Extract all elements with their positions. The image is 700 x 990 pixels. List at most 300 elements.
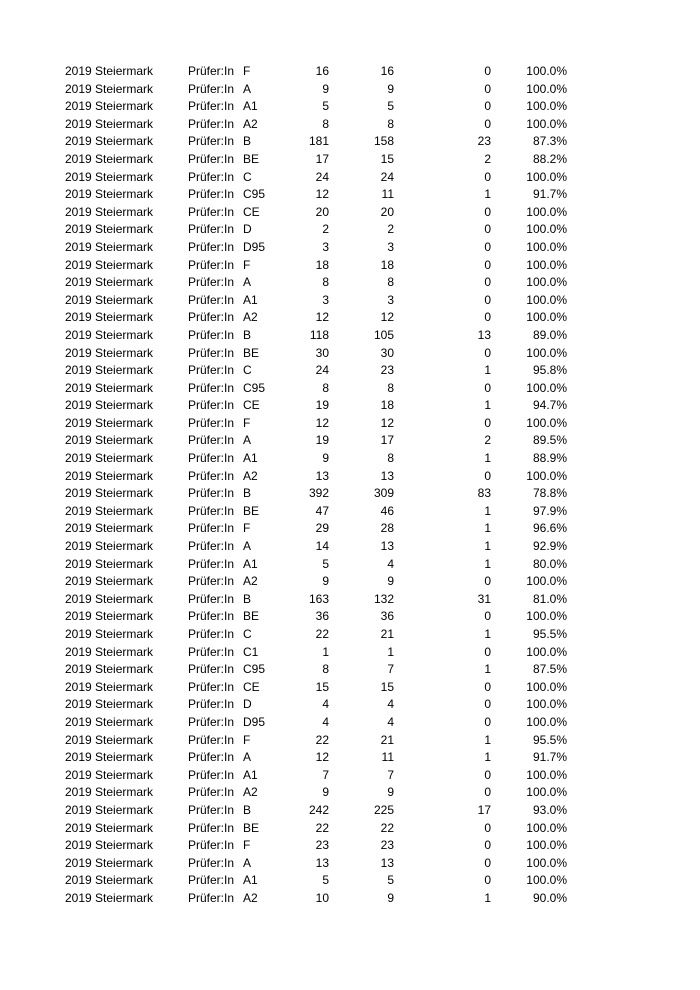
license-class-cell: B	[243, 591, 252, 606]
region-year-cell: 2019 Steiermark	[65, 81, 154, 96]
failed-count-cell: 0	[484, 574, 491, 589]
total-count-cell: 242	[308, 802, 329, 817]
passed-count-cell: 8	[387, 116, 394, 131]
examiner-role-cell: Prüfer:In	[188, 820, 235, 835]
license-class-cell: C95	[243, 662, 266, 677]
examiner-role-cell: Prüfer:In	[188, 890, 235, 905]
table-row	[0, 696, 700, 714]
total-count-cell: 5	[322, 873, 329, 888]
table-row	[0, 450, 700, 468]
examiner-role-cell: Prüfer:In	[188, 169, 235, 184]
total-count-cell: 47	[315, 503, 329, 518]
total-count-cell: 30	[315, 345, 329, 360]
total-count-cell: 2	[322, 222, 329, 237]
examiner-role-cell: Prüfer:In	[188, 503, 235, 518]
pass-rate-cell: 100.0%	[526, 873, 567, 888]
license-class-cell: A2	[243, 468, 258, 483]
failed-count-cell: 17	[477, 802, 491, 817]
passed-count-cell: 8	[387, 380, 394, 395]
license-class-cell: C95	[243, 380, 266, 395]
failed-count-cell: 1	[484, 890, 491, 905]
region-year-cell: 2019 Steiermark	[65, 292, 154, 307]
failed-count-cell: 23	[477, 134, 491, 149]
passed-count-cell: 4	[387, 697, 394, 712]
failed-count-cell: 1	[484, 556, 491, 571]
table-row	[0, 679, 700, 697]
license-class-cell: D	[243, 222, 252, 237]
pass-rate-cell: 88.9%	[532, 451, 567, 466]
region-year-cell: 2019 Steiermark	[65, 820, 154, 835]
license-class-cell: A	[243, 81, 252, 96]
table-row	[0, 573, 700, 591]
license-class-cell: BE	[243, 345, 260, 360]
table-row	[0, 855, 700, 873]
region-year-cell: 2019 Steiermark	[65, 609, 154, 624]
license-class-cell: C	[243, 363, 252, 378]
passed-count-cell: 9	[387, 890, 394, 905]
failed-count-cell: 2	[484, 433, 491, 448]
pass-rate-cell: 100.0%	[526, 415, 567, 430]
failed-count-cell: 0	[484, 697, 491, 712]
examiner-role-cell: Prüfer:In	[188, 116, 235, 131]
license-class-cell: C	[243, 169, 252, 184]
examiner-role-cell: Prüfer:In	[188, 345, 235, 360]
total-count-cell: 22	[315, 820, 329, 835]
table-row	[0, 767, 700, 785]
pass-rate-cell: 97.9%	[532, 503, 567, 518]
passed-count-cell: 13	[380, 855, 394, 870]
region-year-cell: 2019 Steiermark	[65, 539, 154, 554]
table-row	[0, 802, 700, 820]
examiner-role-cell: Prüfer:In	[188, 855, 235, 870]
total-count-cell: 12	[315, 187, 329, 202]
region-year-cell: 2019 Steiermark	[65, 380, 154, 395]
region-year-cell: 2019 Steiermark	[65, 662, 154, 677]
region-year-cell: 2019 Steiermark	[65, 451, 154, 466]
license-class-cell: A	[243, 433, 252, 448]
failed-count-cell: 1	[484, 750, 491, 765]
region-year-cell: 2019 Steiermark	[65, 415, 154, 430]
license-class-cell: A1	[243, 767, 258, 782]
examiner-role-cell: Prüfer:In	[188, 750, 235, 765]
pass-rate-cell: 100.0%	[526, 81, 567, 96]
failed-count-cell: 0	[484, 239, 491, 254]
pass-rate-cell: 100.0%	[526, 239, 567, 254]
license-class-cell: A2	[243, 785, 258, 800]
region-year-cell: 2019 Steiermark	[65, 468, 154, 483]
pass-rate-cell: 100.0%	[526, 767, 567, 782]
total-count-cell: 20	[315, 204, 329, 219]
region-year-cell: 2019 Steiermark	[65, 204, 154, 219]
passed-count-cell: 12	[380, 310, 394, 325]
examiner-role-cell: Prüfer:In	[188, 310, 235, 325]
total-count-cell: 8	[322, 380, 329, 395]
passed-count-cell: 9	[387, 785, 394, 800]
failed-count-cell: 1	[484, 627, 491, 641]
failed-count-cell: 0	[484, 820, 491, 835]
failed-count-cell: 2	[484, 151, 491, 166]
pass-rate-cell: 100.0%	[526, 345, 567, 360]
region-year-cell: 2019 Steiermark	[65, 855, 154, 870]
region-year-cell: 2019 Steiermark	[65, 521, 154, 536]
examiner-role-cell: Prüfer:In	[188, 627, 235, 641]
region-year-cell: 2019 Steiermark	[65, 222, 154, 237]
region-year-cell: 2019 Steiermark	[65, 767, 154, 782]
table-row	[0, 714, 700, 732]
region-year-cell: 2019 Steiermark	[65, 574, 154, 589]
table-row	[0, 309, 700, 327]
total-count-cell: 9	[322, 785, 329, 800]
failed-count-cell: 13	[477, 327, 491, 342]
examiner-role-cell: Prüfer:In	[188, 785, 235, 800]
failed-count-cell: 1	[484, 503, 491, 518]
total-count-cell: 4	[322, 697, 329, 712]
pass-rate-cell: 100.0%	[526, 257, 567, 272]
pass-rate-cell: 95.5%	[532, 732, 567, 747]
failed-count-cell: 1	[484, 451, 491, 466]
license-class-cell: D95	[243, 714, 266, 729]
pass-rate-cell: 100.0%	[526, 855, 567, 870]
pass-rate-cell: 100.0%	[526, 310, 567, 325]
passed-count-cell: 4	[387, 556, 394, 571]
table-row	[0, 397, 700, 415]
examiner-role-cell: Prüfer:In	[188, 257, 235, 272]
failed-count-cell: 1	[484, 539, 491, 554]
license-class-cell: A2	[243, 574, 258, 589]
examiner-role-cell: Prüfer:In	[188, 380, 235, 395]
passed-count-cell: 15	[380, 151, 394, 166]
passed-count-cell: 18	[380, 398, 394, 413]
total-count-cell: 3	[322, 239, 329, 254]
pass-rate-cell: 87.3%	[532, 134, 567, 149]
license-class-cell: F	[243, 64, 251, 78]
failed-count-cell: 0	[484, 99, 491, 114]
failed-count-cell: 0	[484, 204, 491, 219]
failed-count-cell: 0	[484, 415, 491, 430]
total-count-cell: 163	[308, 591, 329, 606]
passed-count-cell: 13	[380, 539, 394, 554]
passed-count-cell: 21	[380, 627, 394, 641]
failed-count-cell: 0	[484, 380, 491, 395]
total-count-cell: 12	[315, 310, 329, 325]
passed-count-cell: 46	[380, 503, 394, 518]
table-row	[0, 890, 700, 908]
table-row	[0, 327, 700, 345]
total-count-cell: 5	[322, 99, 329, 114]
pass-rate-cell: 90.0%	[532, 890, 567, 905]
pass-rate-cell: 100.0%	[526, 275, 567, 290]
region-year-cell: 2019 Steiermark	[65, 785, 154, 800]
license-class-cell: F	[243, 257, 251, 272]
passed-count-cell: 15	[380, 679, 394, 694]
examiner-role-cell: Prüfer:In	[188, 679, 235, 694]
region-year-cell: 2019 Steiermark	[65, 486, 154, 501]
table-row	[0, 556, 700, 574]
region-year-cell: 2019 Steiermark	[65, 363, 154, 378]
passed-count-cell: 8	[387, 451, 394, 466]
table-row	[0, 538, 700, 556]
license-class-cell: A1	[243, 556, 258, 571]
examiner-role-cell: Prüfer:In	[188, 802, 235, 817]
examiner-role-cell: Prüfer:In	[188, 275, 235, 290]
total-count-cell: 12	[315, 750, 329, 765]
total-count-cell: 3	[322, 292, 329, 307]
region-year-cell: 2019 Steiermark	[65, 750, 154, 765]
examiner-role-cell: Prüfer:In	[188, 398, 235, 413]
total-count-cell: 19	[315, 433, 329, 448]
passed-count-cell: 5	[387, 99, 394, 114]
pass-rate-cell: 100.0%	[526, 714, 567, 729]
region-year-cell: 2019 Steiermark	[65, 873, 154, 888]
failed-count-cell: 0	[484, 116, 491, 131]
pass-rate-cell: 100.0%	[526, 574, 567, 589]
examiner-role-cell: Prüfer:In	[188, 767, 235, 782]
license-class-cell: A1	[243, 451, 258, 466]
pass-rate-cell: 100.0%	[526, 679, 567, 694]
failed-count-cell: 0	[484, 468, 491, 483]
pass-rate-cell: 100.0%	[526, 169, 567, 184]
examiner-role-cell: Prüfer:In	[188, 539, 235, 554]
region-year-cell: 2019 Steiermark	[65, 275, 154, 290]
table-row	[0, 485, 700, 503]
license-class-cell: A1	[243, 292, 258, 307]
failed-count-cell: 1	[484, 521, 491, 536]
license-class-cell: B	[243, 134, 252, 149]
license-class-cell: C1	[243, 644, 259, 659]
total-count-cell: 5	[322, 556, 329, 571]
table-row	[0, 520, 700, 538]
passed-count-cell: 13	[380, 468, 394, 483]
total-count-cell: 10	[315, 890, 329, 905]
examiner-role-cell: Prüfer:In	[188, 222, 235, 237]
license-class-cell: A1	[243, 99, 258, 114]
failed-count-cell: 0	[484, 64, 491, 78]
examiner-role-cell: Prüfer:In	[188, 556, 235, 571]
region-year-cell: 2019 Steiermark	[65, 802, 154, 817]
license-class-cell: A	[243, 275, 252, 290]
region-year-cell: 2019 Steiermark	[65, 433, 154, 448]
failed-count-cell: 0	[484, 81, 491, 96]
pass-rate-cell: 100.0%	[526, 644, 567, 659]
table-row	[0, 837, 700, 855]
license-class-cell: D	[243, 697, 252, 712]
total-count-cell: 181	[308, 134, 329, 149]
license-class-cell: A	[243, 750, 252, 765]
examiner-role-cell: Prüfer:In	[188, 662, 235, 677]
license-class-cell: A2	[243, 116, 258, 131]
total-count-cell: 18	[315, 257, 329, 272]
passed-count-cell: 20	[380, 204, 394, 219]
region-year-cell: 2019 Steiermark	[65, 345, 154, 360]
region-year-cell: 2019 Steiermark	[65, 99, 154, 114]
passed-count-cell: 11	[381, 187, 394, 202]
table-row	[0, 415, 700, 433]
passed-count-cell: 21	[380, 732, 394, 747]
pass-rate-cell: 78.8%	[532, 486, 567, 501]
region-year-cell: 2019 Steiermark	[65, 134, 154, 149]
failed-count-cell: 0	[484, 838, 491, 853]
examiner-role-cell: Prüfer:In	[188, 697, 235, 712]
total-count-cell: 8	[322, 116, 329, 131]
examiner-role-cell: Prüfer:In	[188, 204, 235, 219]
total-count-cell: 36	[315, 609, 329, 624]
passed-count-cell: 7	[387, 767, 394, 782]
examiner-role-cell: Prüfer:In	[188, 187, 235, 202]
passed-count-cell: 17	[380, 433, 394, 448]
table-row	[0, 820, 700, 838]
region-year-cell: 2019 Steiermark	[65, 327, 154, 342]
failed-count-cell: 0	[484, 222, 491, 237]
table-row	[0, 432, 700, 450]
passed-count-cell: 105	[373, 327, 394, 342]
license-class-cell: F	[243, 521, 251, 536]
pass-rate-cell: 91.7%	[532, 187, 567, 202]
total-count-cell: 23	[315, 838, 329, 853]
examiner-role-cell: Prüfer:In	[188, 838, 235, 853]
pass-rate-cell: 87.5%	[532, 662, 567, 677]
pass-rate-cell: 100.0%	[526, 380, 567, 395]
region-year-cell: 2019 Steiermark	[65, 556, 154, 571]
failed-count-cell: 31	[477, 591, 491, 606]
passed-count-cell: 36	[380, 609, 394, 624]
region-year-cell: 2019 Steiermark	[65, 503, 154, 518]
passed-count-cell: 3	[387, 292, 394, 307]
pass-rate-cell: 100.0%	[526, 609, 567, 624]
table-row	[0, 362, 700, 380]
region-year-cell: 2019 Steiermark	[65, 239, 154, 254]
failed-count-cell: 0	[484, 767, 491, 782]
pass-rate-cell: 94.7%	[532, 398, 567, 413]
pass-rate-cell: 80.0%	[532, 556, 567, 571]
license-class-cell: A	[243, 539, 252, 554]
examiner-role-cell: Prüfer:In	[188, 415, 235, 430]
total-count-cell: 392	[308, 486, 329, 501]
failed-count-cell: 0	[484, 714, 491, 729]
total-count-cell: 9	[322, 451, 329, 466]
table-row	[0, 169, 700, 187]
failed-count-cell: 1	[484, 187, 491, 202]
passed-count-cell: 23	[380, 363, 394, 378]
examiner-role-cell: Prüfer:In	[188, 151, 235, 166]
license-class-cell: C95	[243, 187, 266, 202]
passed-count-cell: 30	[380, 345, 394, 360]
license-class-cell: F	[243, 415, 251, 430]
license-class-cell: F	[243, 838, 251, 853]
examiner-role-cell: Prüfer:In	[188, 64, 235, 78]
table-row	[0, 749, 700, 767]
passed-count-cell: 4	[387, 714, 394, 729]
total-count-cell: 12	[315, 415, 329, 430]
examiner-role-cell: Prüfer:In	[188, 521, 235, 536]
table-row	[0, 98, 700, 116]
region-year-cell: 2019 Steiermark	[65, 627, 154, 641]
passed-count-cell: 9	[387, 81, 394, 96]
table-row	[0, 221, 700, 239]
total-count-cell: 13	[315, 855, 329, 870]
pass-rate-cell: 100.0%	[526, 820, 567, 835]
passed-count-cell: 2	[387, 222, 394, 237]
license-class-cell: A2	[243, 890, 258, 905]
failed-count-cell: 0	[484, 310, 491, 325]
table-row	[0, 608, 700, 626]
region-year-cell: 2019 Steiermark	[65, 838, 154, 853]
total-count-cell: 8	[322, 662, 329, 677]
table-row	[0, 591, 700, 609]
table-row	[0, 468, 700, 486]
failed-count-cell: 1	[484, 398, 491, 413]
total-count-cell: 19	[315, 398, 329, 413]
table-row	[0, 204, 700, 222]
pass-rate-cell: 91.7%	[532, 750, 567, 765]
pass-rate-cell: 89.0%	[532, 327, 567, 342]
table-row	[0, 292, 700, 310]
table-row	[0, 626, 700, 644]
total-count-cell: 8	[322, 275, 329, 290]
total-count-cell: 15	[315, 679, 329, 694]
region-year-cell: 2019 Steiermark	[65, 591, 154, 606]
failed-count-cell: 0	[484, 785, 491, 800]
pass-rate-cell: 100.0%	[526, 204, 567, 219]
pass-rate-cell: 100.0%	[526, 697, 567, 712]
pass-rate-cell: 100.0%	[526, 64, 567, 78]
total-count-cell: 7	[322, 767, 329, 782]
examiner-role-cell: Prüfer:In	[188, 134, 235, 149]
table-row	[0, 661, 700, 679]
passed-count-cell: 18	[380, 257, 394, 272]
total-count-cell: 14	[315, 539, 329, 554]
examiner-role-cell: Prüfer:In	[188, 239, 235, 254]
total-count-cell: 24	[315, 363, 329, 378]
passed-count-cell: 5	[387, 873, 394, 888]
passed-count-cell: 23	[380, 838, 394, 853]
license-class-cell: B	[243, 802, 252, 817]
examiner-role-cell: Prüfer:In	[188, 609, 235, 624]
passed-count-cell: 309	[373, 486, 394, 501]
examiner-role-cell: Prüfer:In	[188, 99, 235, 114]
total-count-cell: 16	[315, 64, 329, 78]
region-year-cell: 2019 Steiermark	[65, 644, 154, 659]
pass-rate-cell: 81.0%	[532, 591, 567, 606]
license-class-cell: B	[243, 486, 252, 501]
pass-rate-cell: 92.9%	[532, 539, 567, 554]
table-row	[0, 274, 700, 292]
table-row	[0, 133, 700, 151]
passed-count-cell: 28	[380, 521, 394, 536]
table-row	[0, 116, 700, 134]
failed-count-cell: 0	[484, 292, 491, 307]
total-count-cell: 4	[322, 714, 329, 729]
passed-count-cell: 3	[387, 239, 394, 254]
region-year-cell: 2019 Steiermark	[65, 714, 154, 729]
examiner-role-cell: Prüfer:In	[188, 433, 235, 448]
total-count-cell: 1	[322, 644, 329, 659]
region-year-cell: 2019 Steiermark	[65, 398, 154, 413]
failed-count-cell: 1	[484, 363, 491, 378]
region-year-cell: 2019 Steiermark	[65, 890, 154, 905]
table-row	[0, 503, 700, 521]
examiner-role-cell: Prüfer:In	[188, 574, 235, 589]
pass-rate-cell: 89.5%	[532, 433, 567, 448]
total-count-cell: 29	[315, 521, 329, 536]
pass-rate-cell: 88.2%	[532, 151, 567, 166]
examiner-role-cell: Prüfer:In	[188, 591, 235, 606]
examiner-role-cell: Prüfer:In	[188, 732, 235, 747]
region-year-cell: 2019 Steiermark	[65, 169, 154, 184]
pass-rate-cell: 100.0%	[526, 292, 567, 307]
region-year-cell: 2019 Steiermark	[65, 116, 154, 131]
table-row	[0, 257, 700, 275]
passed-count-cell: 16	[380, 64, 394, 78]
